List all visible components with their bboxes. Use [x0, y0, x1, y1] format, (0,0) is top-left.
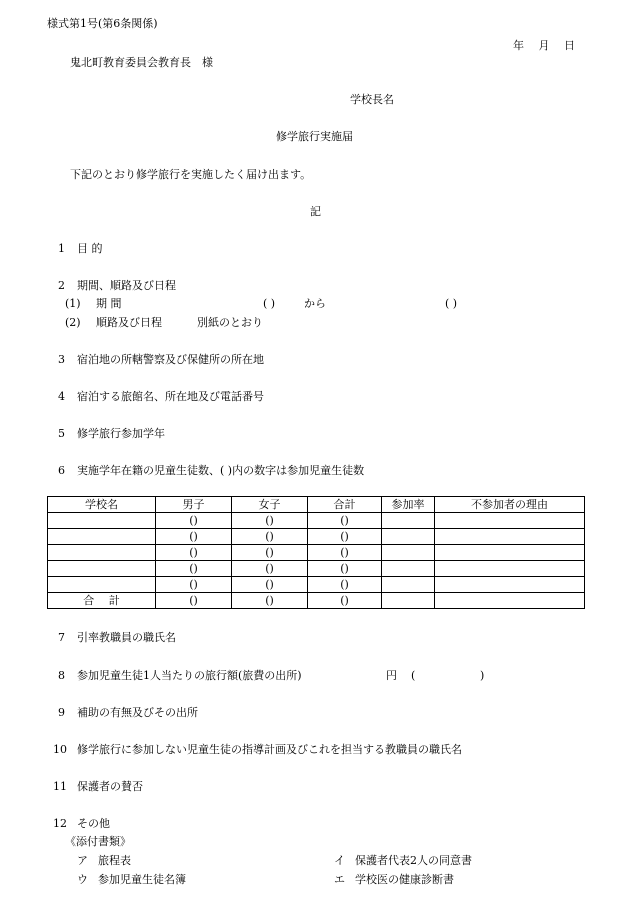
student-count-table	[47, 496, 585, 609]
item-8-paren-open: (	[411, 669, 416, 682]
item-8-paren-close: )	[480, 669, 485, 682]
header-girls: 女子	[232, 497, 308, 513]
attachment-a-mark: ア	[77, 854, 88, 867]
attachment-a-label: 旅程表	[98, 854, 131, 867]
item-7-label: 引率教職員の職氏名	[77, 631, 176, 644]
item-7-number: 7	[58, 631, 65, 644]
total-cell[interactable]: ()	[308, 577, 382, 593]
item-12-label: その他	[77, 817, 110, 830]
period-1-paren-end: ( )	[445, 297, 458, 310]
item-2-number: 2	[58, 279, 65, 292]
table-row	[48, 577, 585, 593]
period-2-number: (2)	[65, 316, 81, 329]
reason-cell[interactable]	[435, 513, 585, 529]
table-total-row	[48, 593, 585, 609]
attachment-e-label: 学校医の健康診断書	[355, 873, 454, 886]
header-total: 合計	[308, 497, 382, 513]
total-cell[interactable]: ()	[308, 545, 382, 561]
rate-cell[interactable]	[382, 577, 435, 593]
school-name-cell[interactable]	[48, 513, 156, 529]
reason-total-cell[interactable]	[435, 593, 585, 609]
period-1-from: から	[304, 297, 326, 310]
rate-cell[interactable]	[382, 545, 435, 561]
school-name-cell[interactable]	[48, 545, 156, 561]
item-3-label: 宿泊地の所轄警察及び保健所の所在地	[77, 353, 264, 366]
item-6-number: 6	[58, 464, 65, 477]
rate-cell[interactable]	[382, 529, 435, 545]
total-cell[interactable]: ()	[308, 561, 382, 577]
item-1-label: 目 的	[77, 242, 103, 255]
item-8-number: 8	[58, 669, 65, 682]
item-8-label: 参加児童生徒1人当たりの旅行額(旅費の出所)	[77, 669, 302, 682]
item-9-number: 9	[58, 706, 65, 719]
header-absence-reason: 不参加者の理由	[435, 497, 585, 513]
total-row-label: 合 計	[48, 593, 156, 609]
school-name-cell[interactable]	[48, 577, 156, 593]
date-placeholder: 年 月 日	[513, 39, 575, 52]
period-1-paren-start: ( )	[263, 297, 276, 310]
boys-total-cell[interactable]: ()	[156, 593, 232, 609]
attachment-i-label: 保護者代表2人の同意書	[355, 854, 472, 867]
reason-cell[interactable]	[435, 545, 585, 561]
table-header-row	[48, 497, 585, 513]
header-participation-rate: 参加率	[382, 497, 435, 513]
total-cell[interactable]: ()	[308, 513, 382, 529]
attachment-u-label: 参加児童生徒名簿	[98, 873, 186, 886]
girls-cell[interactable]: ()	[232, 577, 308, 593]
girls-cell[interactable]: ()	[232, 561, 308, 577]
reason-cell[interactable]	[435, 529, 585, 545]
addressee: 鬼北町教育委員会教育長 様	[70, 56, 213, 69]
girls-cell[interactable]: ()	[232, 545, 308, 561]
item-4-label: 宿泊する旅館名、所在地及び電話番号	[77, 390, 264, 403]
header-school-name: 学校名	[48, 497, 156, 513]
rate-cell[interactable]	[382, 513, 435, 529]
girls-cell[interactable]: ()	[232, 529, 308, 545]
item-1-number: 1	[58, 242, 65, 255]
item-5-number: 5	[58, 427, 65, 440]
rate-cell[interactable]	[382, 561, 435, 577]
sender-label: 学校長名	[350, 93, 394, 106]
table-row	[48, 561, 585, 577]
boys-cell[interactable]: ()	[156, 545, 232, 561]
item-6-label: 実施学年在籍の児童生徒数、( )内の数字は参加児童生徒数	[77, 464, 365, 477]
girls-total-cell[interactable]: ()	[232, 593, 308, 609]
item-12-number: 12	[53, 817, 67, 830]
boys-cell[interactable]: ()	[156, 577, 232, 593]
item-10-label: 修学旅行に参加しない児童生徒の指導計画及びこれを担当する教職員の職氏名	[77, 743, 462, 756]
intro-text: 下記のとおり修学旅行を実施したく届け出ます。	[70, 168, 312, 181]
school-name-cell[interactable]	[48, 561, 156, 577]
attachment-e-mark: エ	[334, 873, 345, 886]
form-label: 様式第1号(第6条関係)	[47, 17, 158, 30]
attachment-i-mark: イ	[334, 854, 345, 867]
item-3-number: 3	[58, 353, 65, 366]
reason-cell[interactable]	[435, 561, 585, 577]
girls-cell[interactable]: ()	[232, 513, 308, 529]
period-2-label: 順路及び日程	[96, 316, 162, 329]
item-11-label: 保護者の賛否	[77, 780, 143, 793]
document-title: 修学旅行実施届	[276, 130, 353, 143]
grand-total-cell[interactable]: ()	[308, 593, 382, 609]
item-5-label: 修学旅行参加学年	[77, 427, 165, 440]
table-row	[48, 513, 585, 529]
table-row	[48, 529, 585, 545]
item-4-number: 4	[58, 390, 65, 403]
boys-cell[interactable]: ()	[156, 561, 232, 577]
reason-cell[interactable]	[435, 577, 585, 593]
total-cell[interactable]: ()	[308, 529, 382, 545]
boys-cell[interactable]: ()	[156, 529, 232, 545]
period-1-number: (1)	[65, 297, 81, 310]
table-row	[48, 545, 585, 561]
attachment-u-mark: ウ	[77, 873, 88, 886]
header-boys: 男子	[156, 497, 232, 513]
item-9-label: 補助の有無及びその出所	[77, 706, 198, 719]
boys-cell[interactable]: ()	[156, 513, 232, 529]
item-8-yen: 円	[386, 669, 397, 682]
rate-total-cell[interactable]	[382, 593, 435, 609]
school-name-cell[interactable]	[48, 529, 156, 545]
item-11-number: 11	[53, 780, 67, 793]
note-mark: 記	[310, 205, 321, 218]
period-1-label: 期 間	[96, 297, 122, 310]
period-2-value: 別紙のとおり	[197, 316, 263, 329]
item-10-number: 10	[53, 743, 67, 756]
item-2-label: 期間、順路及び日程	[77, 279, 176, 292]
attachments-heading: 《添付書類》	[65, 835, 131, 848]
